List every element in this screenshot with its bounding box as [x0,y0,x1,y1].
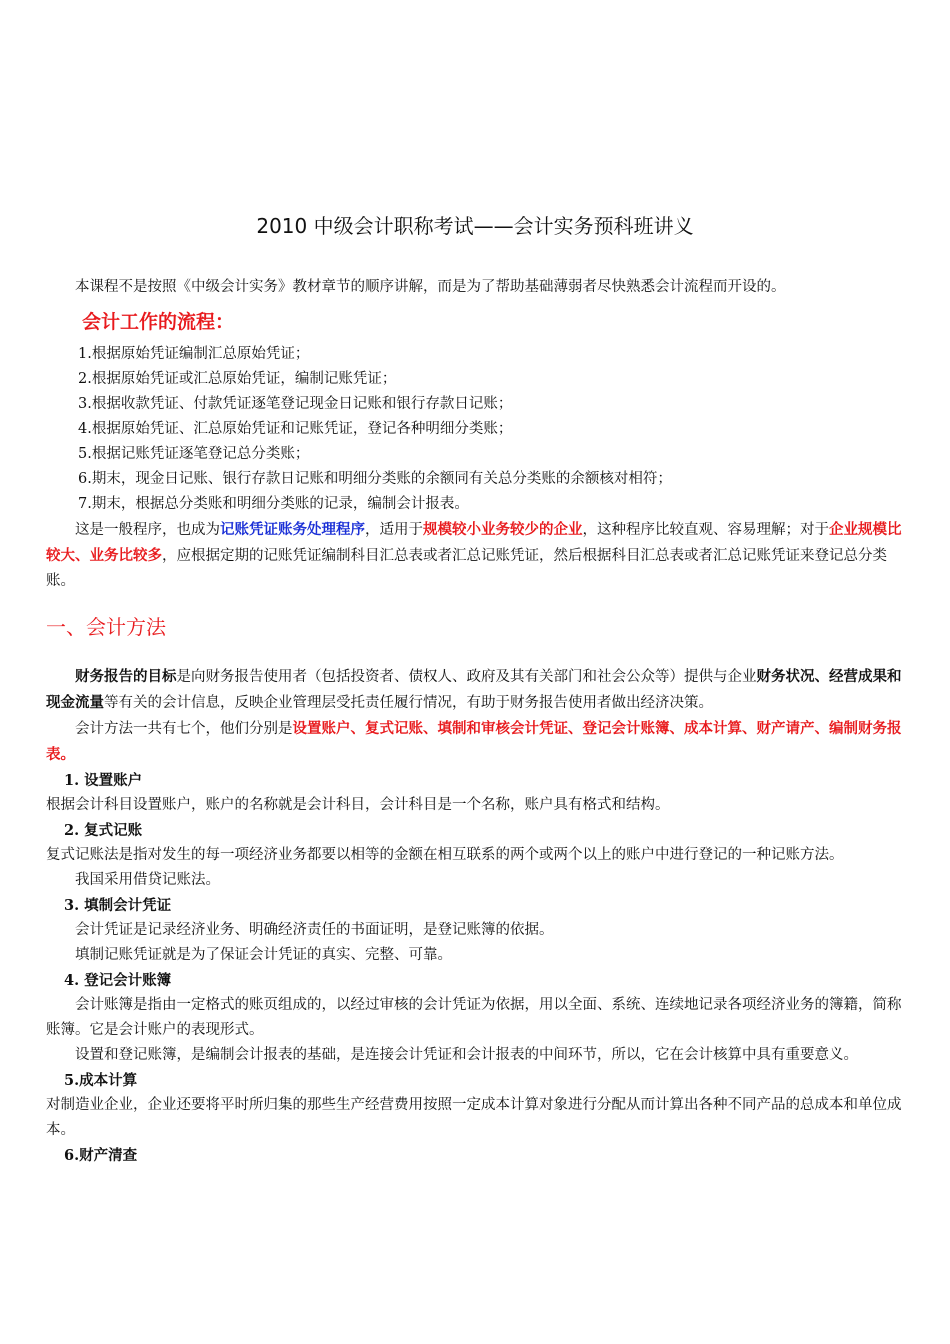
highlight-red: 企业规模比较大、业务比较多 [46,521,902,564]
flow-step: 6.期末，现金日记账、银行存款日记账和明细分类账的余额同有关总分类账的余额核对相符； [78,471,672,487]
highlight-red: 规模较小业务较少的企业 [423,521,583,538]
section-heading: 一、会计方法 [46,615,166,639]
text-run: ，适用于 [365,522,423,538]
methods-paragraph [46,716,904,768]
paragraph: 填制记账凭证就是为了保证会计凭证的真实、完整、可靠。 [75,947,452,963]
flow-step: 3.根据收款凭证、付款凭证逐笔登记现金日记账和银行存款日记账； [78,396,513,412]
paragraph: 根据会计科目设置账户，账户的名称就是会计科目，会计科目是一个名称，账户具有格式和结构。 [46,797,670,813]
text-run: 是向财务报告使用者（包括投资者、债权人、政府及其有关部门和社会公众等）提供与企业 [176,669,757,685]
flow-step: 7.期末，根据总分类账和明细分类账的记录，编制会计报表。 [78,496,469,512]
general-procedure-paragraph [46,517,904,594]
objective-paragraph [46,664,904,716]
text-run: 会计方法一共有七个，他们分别是 [75,721,293,737]
subsection-heading: 5.成本计算 [64,1072,138,1089]
paragraph: 复式记账法是指对发生的每一项经济业务都要以相等的金额在相互联系的两个或两个以上的账户中进行登记的一种记账方法。 [46,847,844,863]
subsection-heading: 4. 登记会计账簿 [64,972,172,989]
subsection-heading: 6.财产清查 [64,1147,138,1164]
document-title: 2010 中级会计职称考试——会计实务预科班讲义 [256,214,694,238]
flow-step: 4.根据原始凭证、汇总原始凭证和记账凭证，登记各种明细分类账； [78,421,513,437]
subsection-heading: 2. 复式记账 [64,822,143,839]
flow-heading: 会计工作的流程： [82,311,235,333]
text-run: 等有关的会计信息，反映企业管理层受托责任履行情况，有助于财务报告使用者做出经济决策。 [104,695,713,711]
flow-step: 5.根据记账凭证逐笔登记总分类账； [78,446,310,462]
flow-step: 2.根据原始凭证或汇总原始凭证，编制记账凭证； [78,371,397,387]
highlight-blue: 记账凭证账务处理程序 [220,521,365,538]
paragraph: 会计凭证是记录经济业务、明确经济责任的书面证明，是登记账簿的依据。 [75,922,554,938]
subsection-heading: 3. 填制会计凭证 [64,897,172,914]
document-body [46,275,904,1168]
bold-run: 财务报告的目标 [75,668,177,685]
text-run: 这是一般程序，也成为 [75,522,220,538]
intro-paragraph: 本课程不是按照《中级会计实务》教材章节的顺序讲解，而是为了帮助基础薄弱者尽快熟悉会计流程而开设的。 [75,279,786,295]
flow-step: 1.根据原始凭证编制汇总原始凭证； [78,346,310,362]
text-run: ，应根据定期的记账凭证编制科目汇总表或者汇总记账凭证，然后根据科目汇总表或者汇总记账凭证来登记总分类账。 [46,548,887,589]
highlight-red: 设置账户、复式记账、填制和审核会计凭证、登记会计账簿、成本计算、财产请产、编制财务报表。 [46,720,902,763]
paragraph: 我国采用借贷记账法。 [75,872,220,888]
bold-run: 财务状况、经营成果和现金流量 [46,668,902,711]
text-run: ，这种程序比较直观、容易理解；对于 [582,522,829,538]
paragraph: 设置和登记账簿，是编制会计报表的基础，是连接会计凭证和会计报表的中间环节，所以，它在会计核算中具有重要意义。 [75,1047,858,1063]
paragraph: 对制造业企业，企业还要将平时所归集的那些生产经营费用按照一定成本计算对象进行分配从而计算出各种不同产品的总成本和单位成本。 [46,1097,902,1138]
subsection-heading: 1. 设置账户 [64,772,143,789]
flow-steps-list [46,342,904,517]
paragraph: 会计账簿是指由一定格式的账页组成的，以经过审核的会计凭证为依据，用以全面、系统、连续地记录各项经济业务的簿籍，简称账簿。它是会计账户的表现形式。 [46,997,902,1038]
